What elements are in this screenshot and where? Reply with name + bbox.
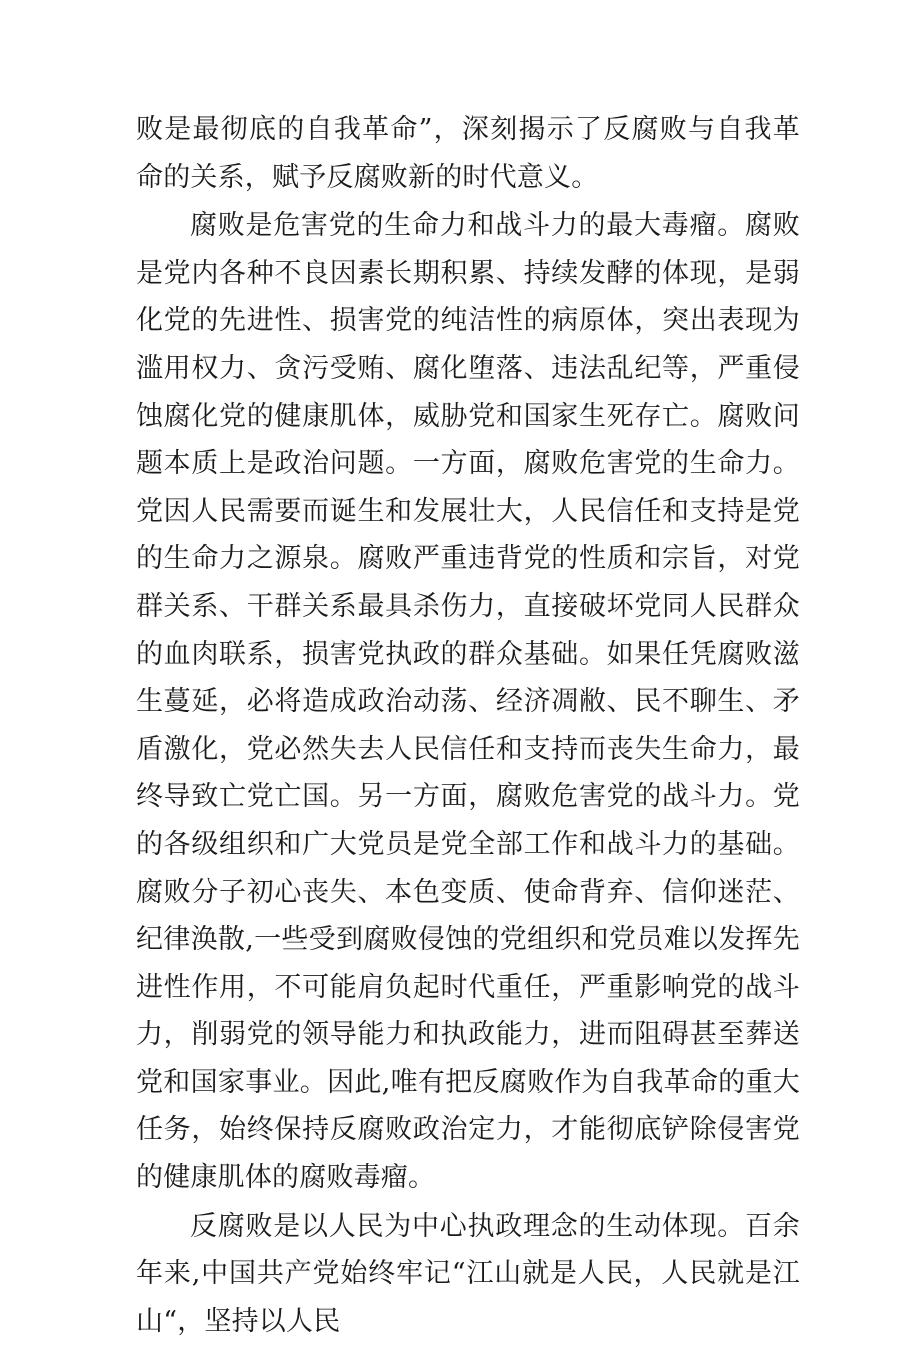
paragraph-2: 腐败是危害党的生命力和战斗力的最大毒瘤。腐败是党内各种不良因素长期积累、持续发酵的体现，是弱化党的先进性、损害党的纯洁性的病原体，突出表现为滥用权力、贪污受贿、腐化堕落、违法乱纪等，严重侵蚀腐化党的健康肌体，威胁党和国家生死存亡。腐败问题本质上是政治问题。一方面，腐败危害党的生命力。党因人民需要而诞生和发展壮大，人民信任和支持是党的生命力之源泉。腐败严重违背党的性质和宗旨，对党群关系、干群关系最具杀伤力，直接破坏党同人民群众的血肉联系，损害党执政的群众基础。如果任凭腐败滋生蔓延，必将造成政治动荡、经济凋敝、民不聊生、矛盾激化，党必然失去人民信任和支持而丧失生命力，最终导致亡党亡国。另一方面，腐败危害党的战斗力。党的各级组织和广大党员是党全部工作和战斗力的基础。腐败分子初心丧失、本色变质、使命背弃、信仰迷茫、纪律涣散,一些受到腐败侵蚀的党组织和党员难以发挥先进性作用，不可能肩负起时代重任，严重影响党的战斗力，削弱党的领导能力和执政能力，进而阻碍甚至葬送党和国家事业。因此,唯有把反腐败作为自我革命的重大任务，始终保持反腐败政治定力，才能彻底铲除侵害党的健康肌体的腐败毒瘤。 [136,210,800,1194]
paragraph-1: 败是最彻底的自我革命”，深刻揭示了反腐败与自我革命的关系，赋予反腐败新的时代意义。 [136,114,800,193]
paragraph-3: 反腐败是以人民为中心执政理念的生动体现。百余年来,中国共产党始终牢记“江山就是人民，人民就是江山“，坚持以人民 [136,1210,800,1337]
document-body [136,106,800,1345]
